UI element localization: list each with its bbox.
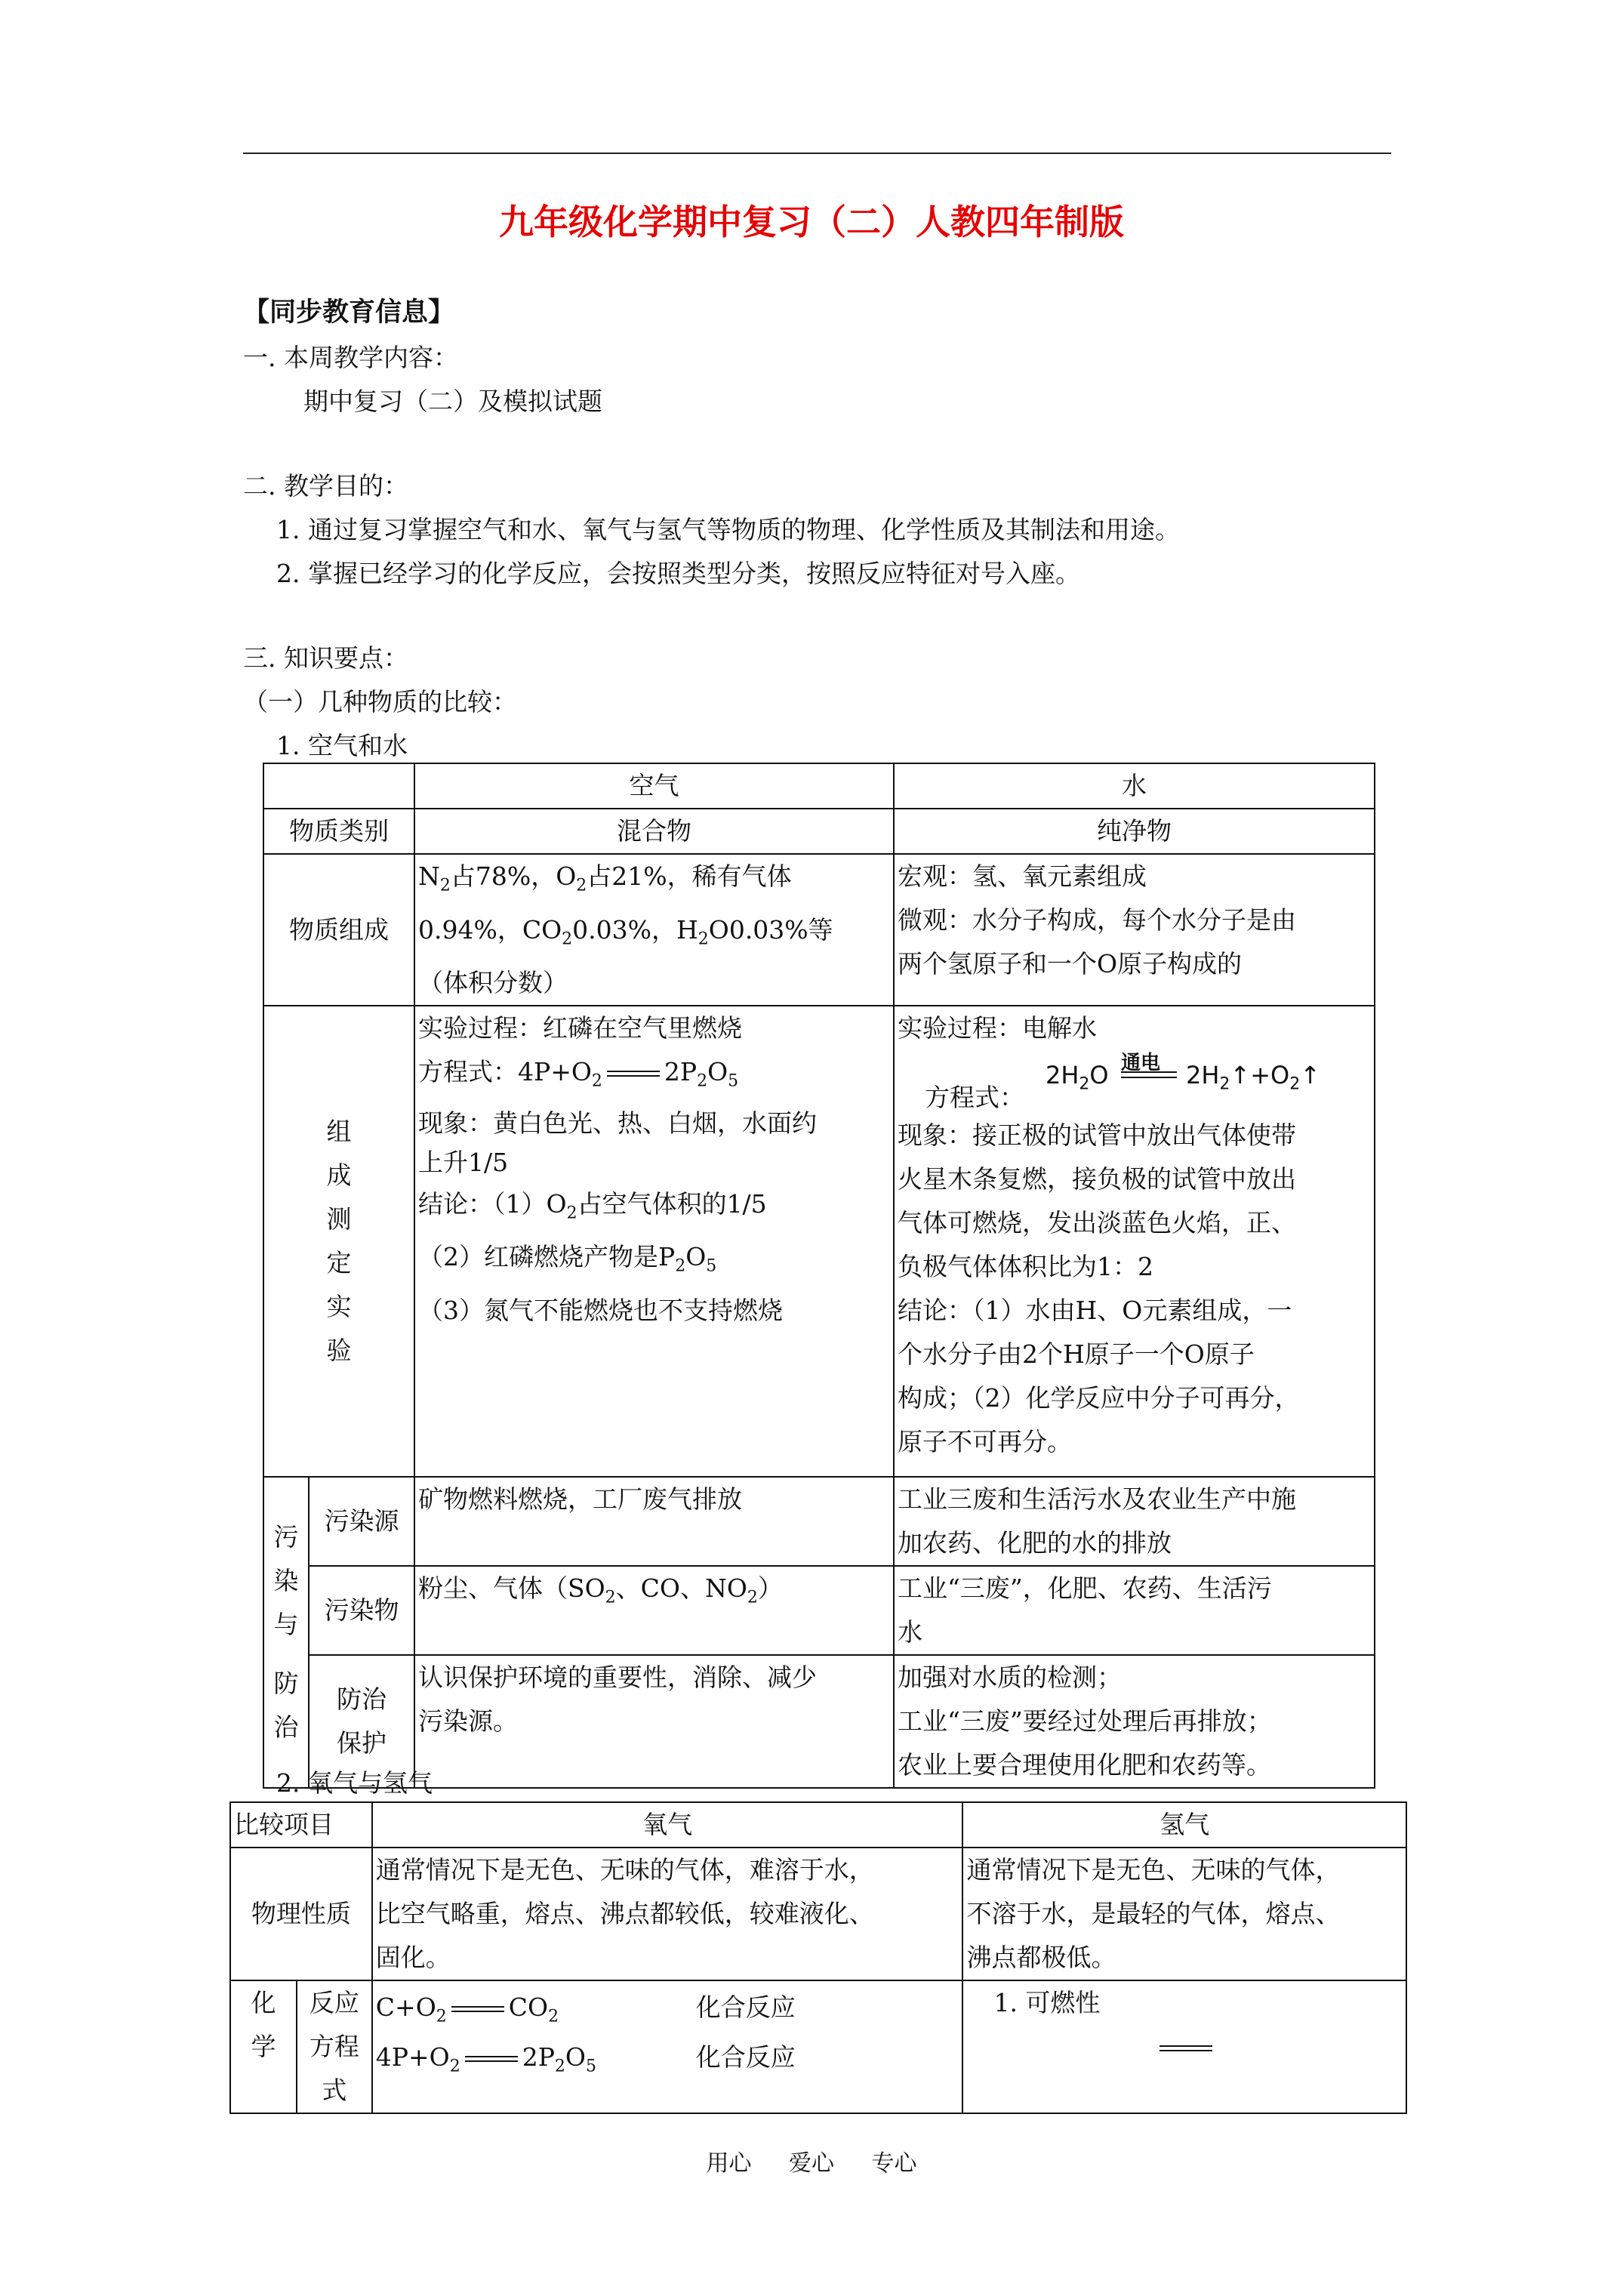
page-footer: 用心 爱心 专心	[706, 2150, 917, 2177]
h2-chemical: 1. 可燃性	[962, 1980, 1406, 2113]
header-rule	[243, 153, 1391, 154]
col-water: 水	[894, 763, 1375, 809]
header-item: 比较项目	[230, 1802, 372, 1848]
sub-label: 污染源	[309, 1477, 414, 1566]
row-label-experiment: 组 成 测 定 实 验	[263, 1006, 414, 1477]
corner-cell	[263, 763, 414, 809]
cell: 加强对水质的检测； 工业“三废”要经过处理后再排放； 农业上要合理使用化肥和农药等。	[894, 1655, 1375, 1788]
oxygen-hydrogen-table	[229, 1801, 1407, 2114]
air-water-table	[263, 763, 1375, 1789]
water-composition: 宏观：氢、氧元素组成 微观：水分子构成，每个水分子是由 两个氢原子和一个O原子构成的	[894, 854, 1375, 1006]
s3-sub: （一）几种物质的比较：	[243, 687, 517, 717]
table2-caption: 2. 氧气与氢气	[276, 1768, 433, 1798]
o2-equations: $C+O_2$ $CO_2$ 化合反应 $4P+O_2$ $2P_2O_5$ 化合反应	[372, 1980, 963, 2113]
col-air: 空气	[414, 763, 894, 809]
row-label: 物质组成	[263, 854, 414, 1006]
row-label: 物理性质	[230, 1848, 372, 1980]
s2-title: 二. 教学目的：	[243, 471, 408, 501]
row-label: 物质类别	[263, 809, 414, 854]
cell: 矿物燃料燃烧，工厂废气排放	[414, 1477, 894, 1566]
cell: 纯净物	[894, 809, 1375, 854]
o2-physical: 通常情况下是无色、无味的气体，难溶于水， 比空气略重，熔点、沸点都较低，较难液化、 固化。	[372, 1848, 963, 1980]
water-experiment: 实验过程：电解水 方程式： $2H_2O$ 通电 $2H_2↑+O_2↑$ 现象：接正极的试管中放出气体使带 火星木条复燃，接负极的试管中放出 气体可燃烧，发出淡蓝色火焰，正、 负极气体体积比为1：2 结论：（1）水由H、O元素组成，一 个水分子由2个H原子一个O原子 构成；（2）化学反应中分子可再分， 原子不可再分。	[894, 1006, 1375, 1477]
air-pollutants: 粉尘、气体（$SO_2$、CO、$NO_2$）	[414, 1566, 894, 1655]
chemical-label: 化 学	[230, 1980, 297, 2113]
h2-physical: 通常情况下是无色、无味的气体， 不溶于水，是最轻的气体，熔点、 沸点都极低。	[962, 1848, 1406, 1980]
sub-label: 防治 保护	[309, 1655, 414, 1788]
header-o2: 氧气	[372, 1802, 963, 1848]
section-header: 【同步教育信息】	[243, 297, 455, 328]
page-title: 九年级化学期中复习（二）人教四年制版	[499, 202, 1124, 242]
sub-label: 污染物	[309, 1566, 414, 1655]
s2-item: 2. 掌握已经学习的化学反应，会按照类型分类，按照反应特征对号入座。	[276, 559, 1080, 588]
table1-caption: 1. 空气和水	[276, 731, 408, 760]
s2-item: 1. 通过复习掌握空气和水、氧气与氢气等物质的物理、化学性质及其制法和用途。	[276, 515, 1180, 544]
cell: 认识保护环境的重要性，消除、减少 污染源。	[414, 1655, 894, 1788]
s1-body: 期中复习（二）及模拟试题	[303, 387, 602, 416]
s3-title: 三. 知识要点：	[243, 643, 408, 673]
air-composition: $N_2$占78%，$O_2$占21%，稀有气体 0.94%，$CO_20.03\%$，$H_2O0.03\%$等 （体积分数）	[414, 854, 894, 1006]
cell: 工业“三废”，化肥、农药、生活污 水	[894, 1566, 1375, 1655]
pollution-label: 污 染 与 防 治	[263, 1477, 309, 1788]
s1-title: 一. 本周教学内容：	[243, 343, 458, 372]
cell: 混合物	[414, 809, 894, 854]
header-h2: 氢气	[962, 1802, 1406, 1848]
cell: 工业三废和生活污水及农业生产中施 加农药、化肥的水的排放	[894, 1477, 1375, 1566]
air-experiment: 实验过程：红磷在空气里燃烧 方程式：$4P+O_2$ $2P_2O_5$ 现象：黄白色光、热、白烟，水面约 上升1/5 结论：$(1)O_2$占空气体积的1/5 （2）红磷燃烧产物是$P_2O_5$ （3）氮气不能燃烧也不支持燃烧	[414, 1006, 894, 1477]
equation-label: 反应 方程 式	[297, 1980, 372, 2113]
